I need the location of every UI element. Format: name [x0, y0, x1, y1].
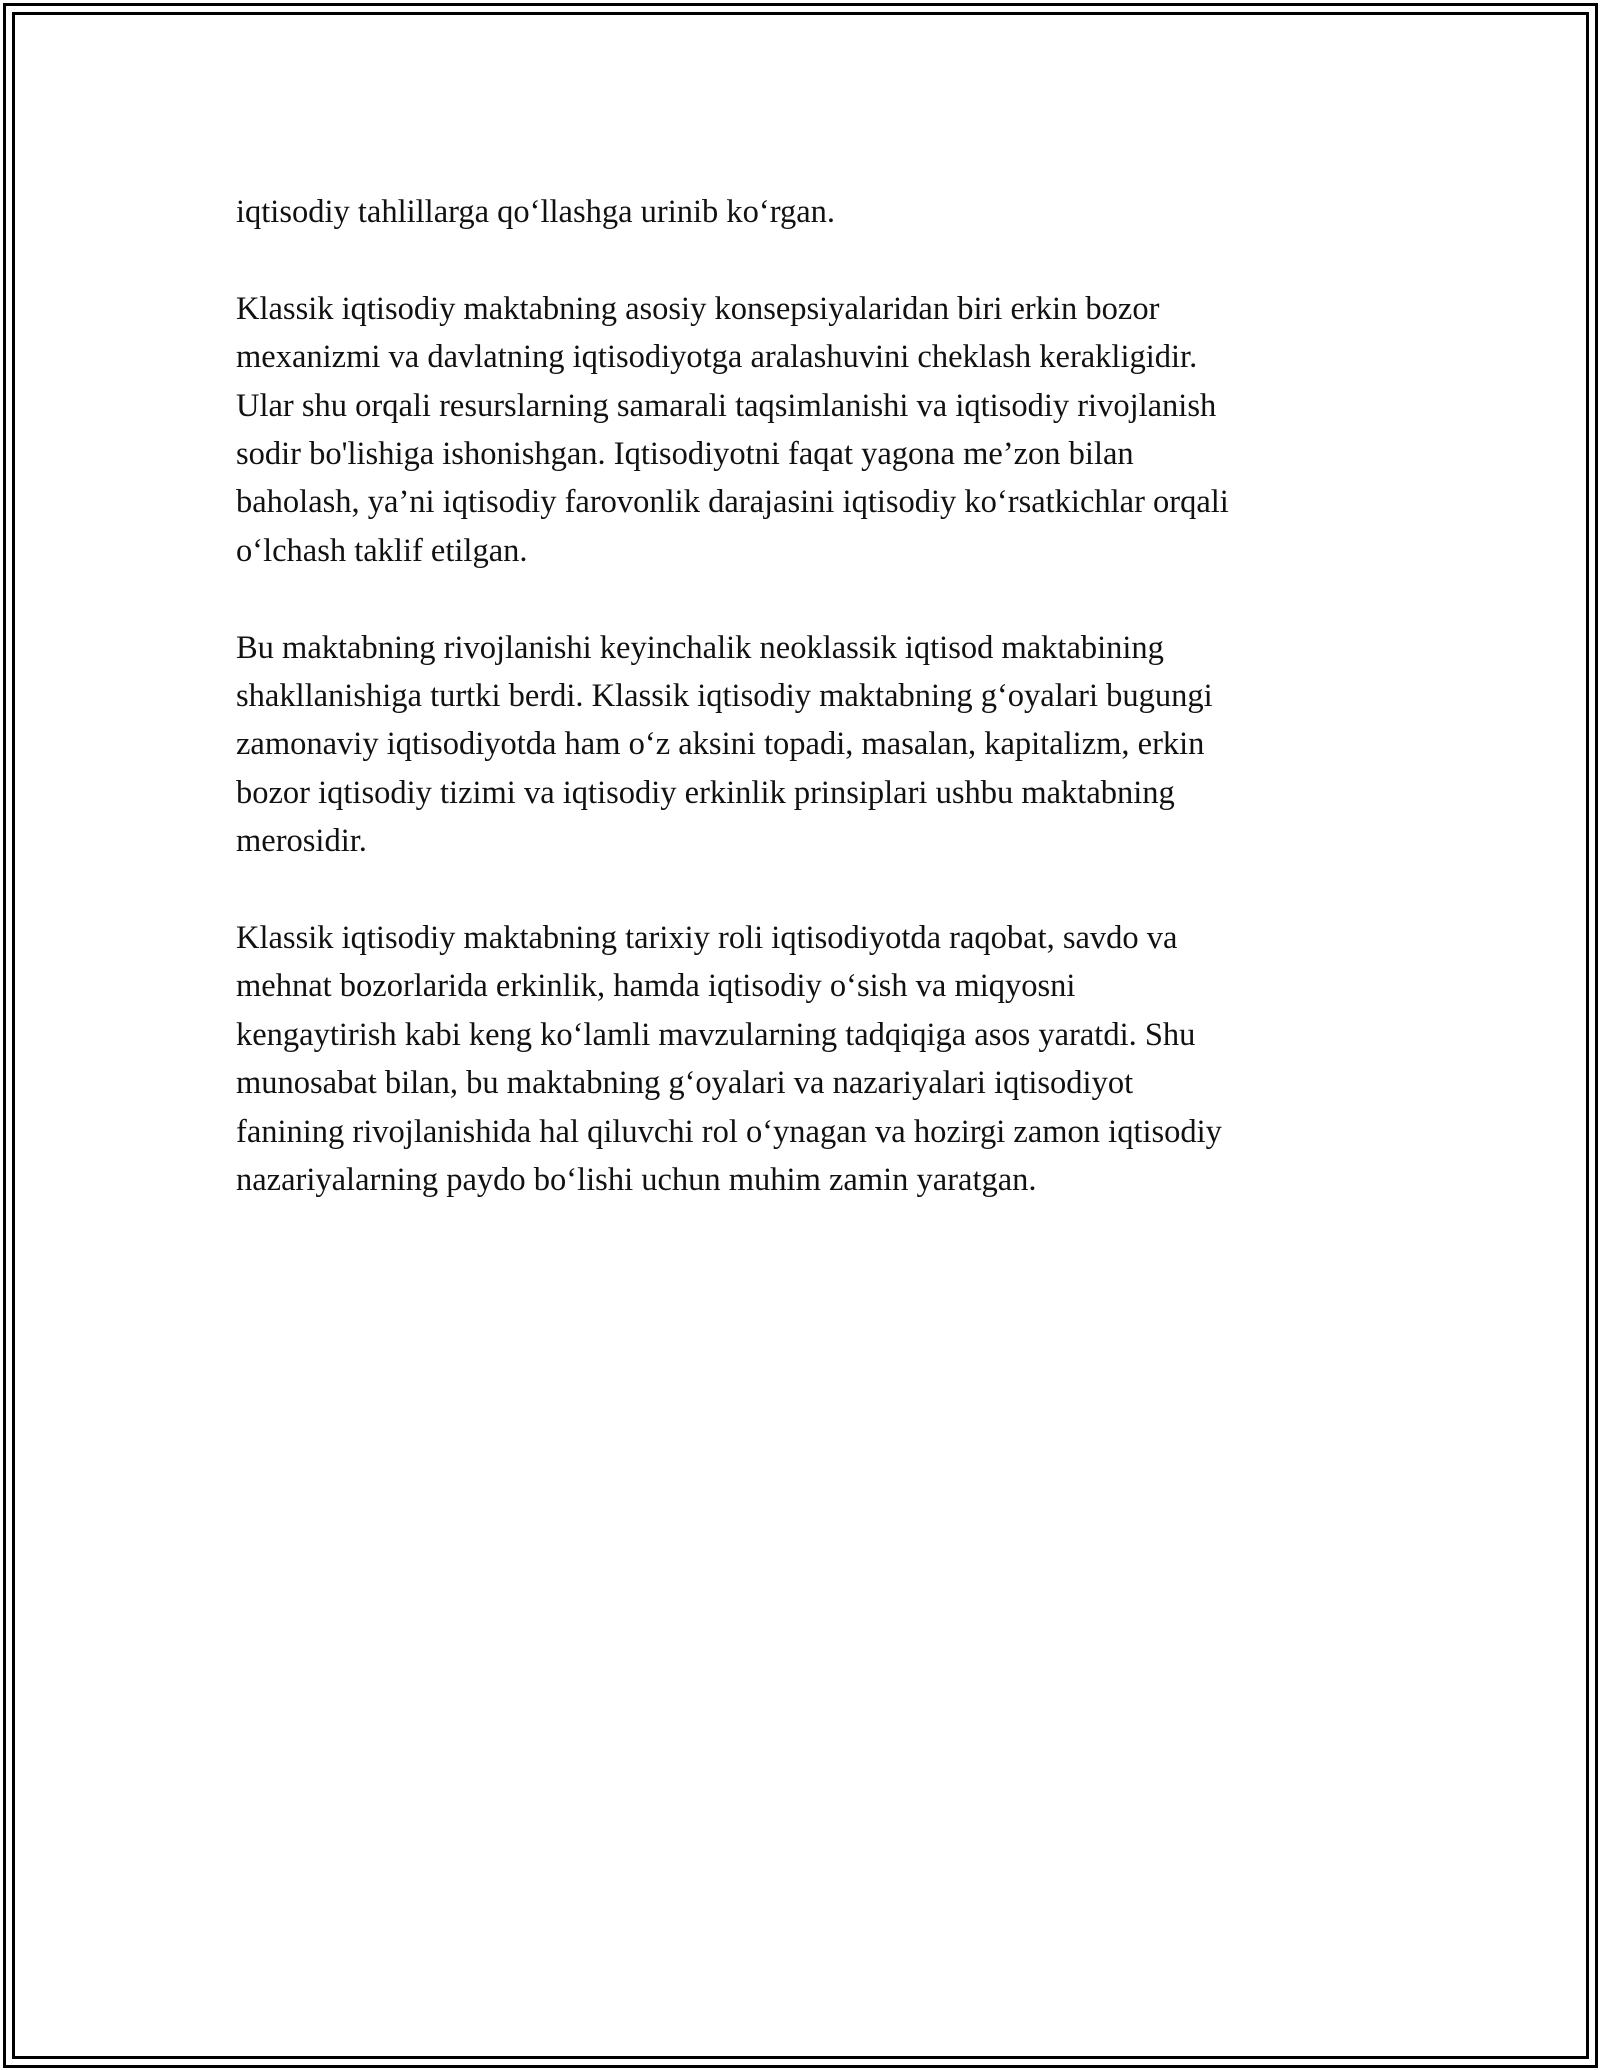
text-line: Ular shu orqali resurslarning samarali taqsimlanishi va iqtisodiy rivojlanish	[236, 387, 1217, 424]
paragraph	[236, 624, 1366, 866]
text-line: sodir bo'lishiga ishonishgan. Iqtisodiyotni faqat yagona me’zon bilan	[236, 436, 1134, 473]
text-line: mexanizmi va davlatning iqtisodiyotga aralashuvini cheklash kerakligidir.	[236, 339, 1198, 376]
text-line: o‘lchash taklif etilgan.	[236, 532, 528, 569]
text-line: nazariyalarning paydo bo‘lishi uchun muhim zamin yaratgan.	[236, 1162, 1037, 1199]
text-line: mehnat bozorlarida erkinlik, hamda iqtisodiy o‘sish va miqyosni	[236, 968, 1076, 1005]
text-line: bozor iqtisodiy tizimi va iqtisodiy erkinlik prinsiplari ushbu maktabning	[236, 774, 1175, 811]
paragraph	[236, 285, 1366, 575]
paragraph	[236, 188, 1366, 236]
text-line: iqtisodiy tahlillarga qo‘llashga urinib ko‘rgan.	[236, 194, 836, 230]
text-line: zamonaviy iqtisodiyotda ham o‘z aksini topadi, masalan, kapitalizm, erkin	[236, 726, 1205, 763]
text-line: Klassik iqtisodiy maktabning asosiy konsepsiyalaridan biri erkin bozor	[236, 290, 1160, 327]
text-line: kengaytirish kabi keng ko‘lamli mavzularning tadqiqiga asos yaratdi. Shu	[236, 1016, 1196, 1053]
text-line: shakllanishiga turtki berdi. Klassik iqtisodiy maktabning g‘oyalari bugungi	[236, 678, 1213, 715]
text-line: munosabat bilan, bu maktabning g‘oyalari va nazariyalari iqtisodiyot	[236, 1065, 1134, 1102]
document-body	[236, 188, 1366, 1253]
text-line: baholash, ya’ni iqtisodiy farovonlik darajasini iqtisodiy ko‘rsatkichlar orqali	[236, 484, 1229, 521]
text-line: Bu maktabning rivojlanishi keyinchalik neoklassik iqtisod maktabining	[236, 629, 1164, 666]
paragraph	[236, 914, 1366, 1204]
text-line: Klassik iqtisodiy maktabning tarixiy roli iqtisodiyotda raqobat, savdo va	[236, 920, 1178, 957]
text-line: merosidir.	[236, 823, 367, 860]
text-line: fanining rivojlanishida hal qiluvchi rol o‘ynagan va hozirgi zamon iqtisodiy	[236, 1113, 1222, 1150]
